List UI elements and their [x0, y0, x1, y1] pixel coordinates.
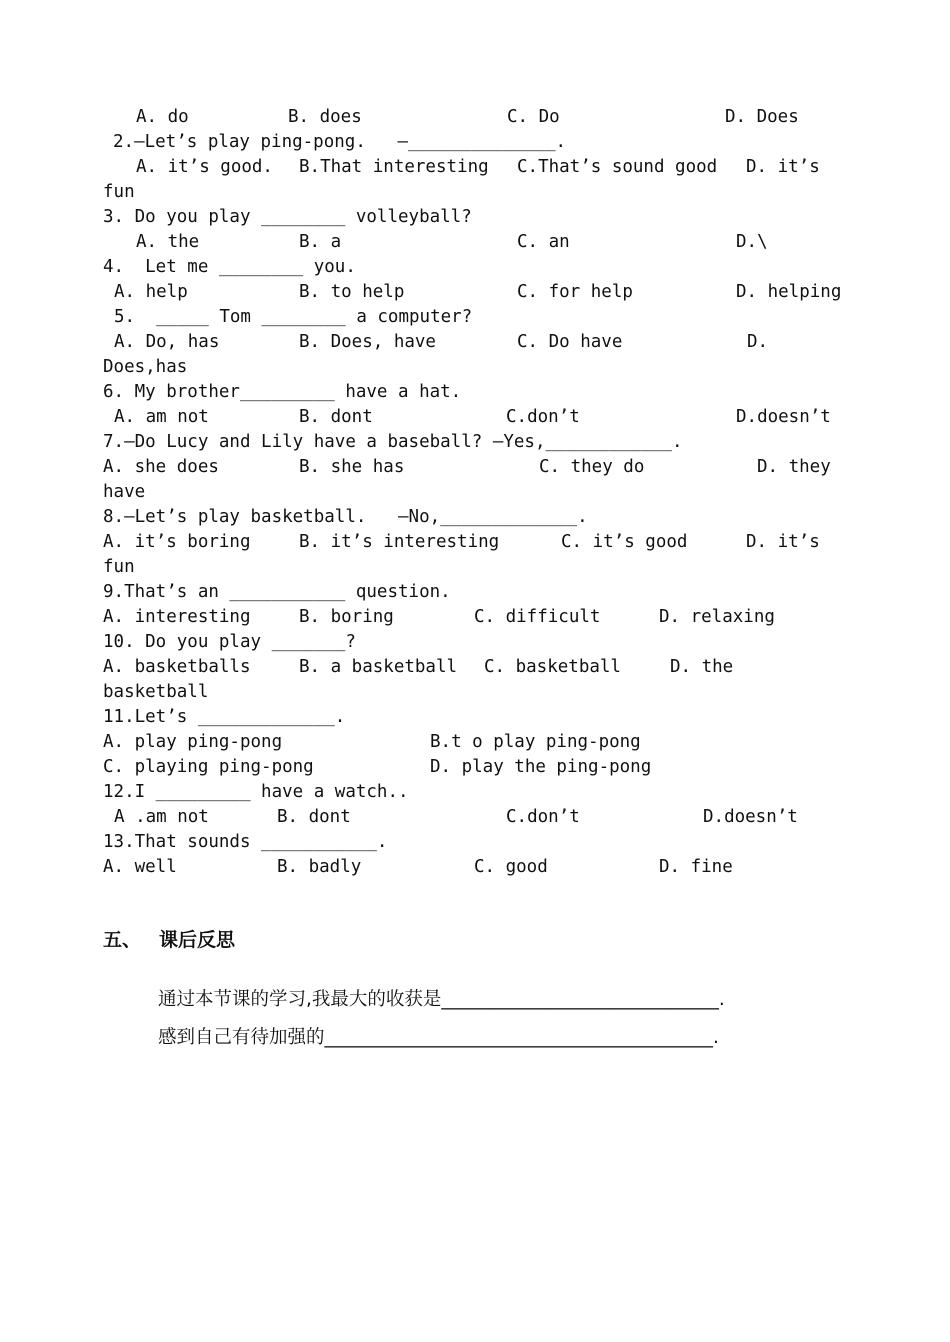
answer-option: A. the	[136, 232, 200, 252]
answer-option: B.That interesting	[299, 157, 489, 177]
reflection-line-1: 通过本节课的学习,我最大的收获是______________________________.	[158, 989, 725, 1010]
line-text: have	[103, 482, 146, 502]
answer-option: B. dont	[299, 407, 373, 427]
answer-option: B.t o play ping-pong	[430, 732, 641, 752]
answer-option: A. she does	[103, 457, 219, 477]
answer-option: A. it’s good.	[136, 157, 273, 177]
answer-option: B. does	[288, 107, 362, 127]
line-text: 12.I _________ have a watch..	[103, 782, 409, 802]
answer-option: C. basketball	[484, 657, 621, 677]
answer-option: D. relaxing	[659, 607, 775, 627]
answer-option: A. help	[114, 282, 188, 302]
answer-option: D. Does	[725, 107, 799, 127]
section-heading	[103, 926, 236, 954]
answer-option: A. interesting	[103, 607, 251, 627]
line-text: 8.—Let’s play basketball. —No,_____________.	[103, 507, 588, 527]
line-text: 10. Do you play _______?	[103, 632, 356, 652]
line-text: 6. My brother_________ have a hat.	[103, 382, 462, 402]
reflection-line-2: 感到自己有待加强的__________________________________________.	[158, 1027, 719, 1048]
answer-option: B. she has	[299, 457, 405, 477]
line-text: basketball	[103, 682, 209, 702]
answer-option: A. am not	[114, 407, 209, 427]
line-text: 7.—Do Lucy and Lily have a baseball? —Yes,____________.	[103, 432, 683, 452]
answer-option: D. helping	[736, 282, 842, 302]
answer-option: B. boring	[299, 607, 394, 627]
line-text: 5. _____ Tom ________ a computer?	[114, 307, 473, 327]
answer-option: A. it’s boring	[103, 532, 251, 552]
answer-option: D. it’s	[746, 157, 820, 177]
answer-option: D. play the ping-pong	[430, 757, 652, 777]
answer-option: B. it’s interesting	[299, 532, 500, 552]
answer-option: C. Do	[507, 107, 560, 127]
answer-option: C.don’t	[506, 807, 580, 827]
line-text: 11.Let’s _____________.	[103, 707, 346, 727]
answer-option: C. playing ping-pong	[103, 757, 314, 777]
answer-option: B. to help	[299, 282, 405, 302]
answer-option: A. play ping-pong	[103, 732, 283, 752]
answer-option: D. fine	[659, 857, 733, 877]
answer-option: D. it’s	[746, 532, 820, 552]
answer-option: A. basketballs	[103, 657, 251, 677]
line-text: Does,has	[103, 357, 188, 377]
answer-option: B. a basketball	[299, 657, 458, 677]
answer-option: D. the	[670, 657, 734, 677]
answer-option: C. Do have	[517, 332, 623, 352]
answer-option: D.doesn’t	[703, 807, 798, 827]
line-text: 2.—Let’s play ping-pong. —______________.	[113, 132, 567, 152]
answer-option: D.	[747, 332, 769, 352]
answer-option: A .am not	[114, 807, 209, 827]
answer-option: A. well	[103, 857, 177, 877]
answer-option: B. Does, have	[299, 332, 436, 352]
answer-option: D.\	[736, 232, 768, 252]
answer-option: A. do	[136, 107, 189, 127]
answer-option: C.That’s sound good	[517, 157, 718, 177]
answer-option: C. good	[474, 857, 548, 877]
line-text: 9.That’s an ___________ question.	[103, 582, 451, 602]
line-text: 13.That sounds ___________.	[103, 832, 388, 852]
answer-option: D.doesn’t	[736, 407, 831, 427]
section-title: 课后反思	[159, 929, 236, 951]
answer-option: A. Do, has	[114, 332, 220, 352]
answer-option: C. an	[517, 232, 570, 252]
line-text: 3. Do you play ________ volleyball?	[103, 207, 472, 227]
answer-option: C. it’s good	[561, 532, 688, 552]
section-number: 五、	[103, 929, 142, 951]
line-text: fun	[103, 557, 135, 577]
answer-option: C.don’t	[506, 407, 580, 427]
line-text: 4. Let me ________ you.	[103, 257, 356, 277]
answer-option: C. for help	[517, 282, 633, 302]
answer-option: B. a	[299, 232, 342, 252]
answer-option: C. they do	[539, 457, 645, 477]
line-text: fun	[103, 182, 135, 202]
answer-option: B. dont	[277, 807, 351, 827]
answer-option: C. difficult	[474, 607, 601, 627]
answer-option: B. badly	[277, 857, 362, 877]
answer-option: D. they	[757, 457, 831, 477]
